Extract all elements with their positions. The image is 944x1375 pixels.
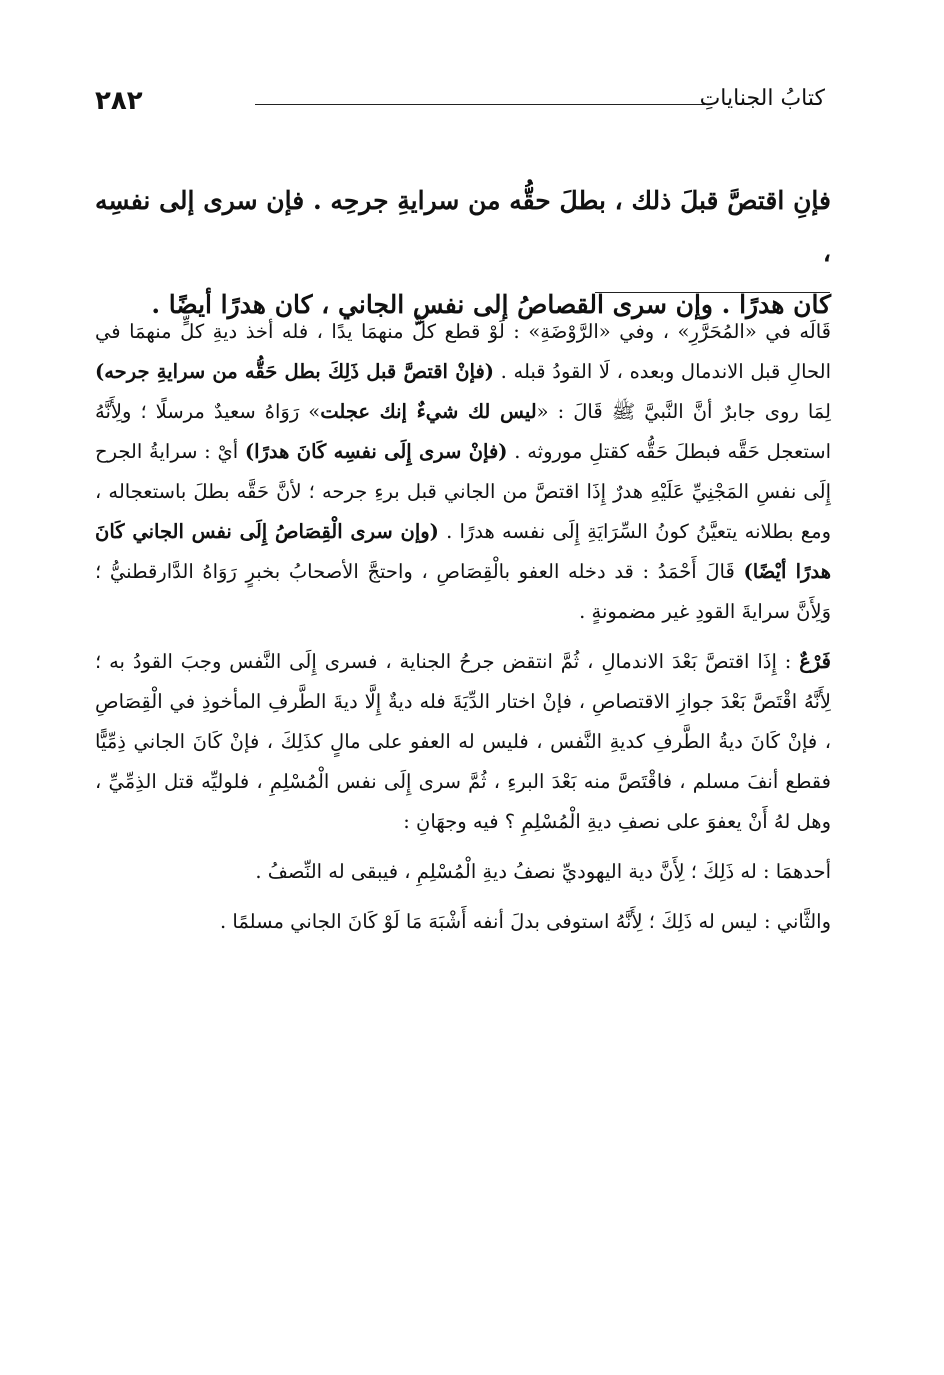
header-rule [255,104,705,105]
bold-segment: (وإن سرى الْقِصَاصُ إِلَى نفس الجاني كَانَ هدرًا أيْضًا) [95,520,831,583]
bold-segment: ليس لك شيءٌ إنك عجلت [320,400,537,423]
commentary-paragraph [95,642,831,842]
main-text [95,175,831,331]
commentary-paragraph [95,312,831,632]
text-segment: » رَوَاهُ سعيدٌ مرسلًا ؛ ولِأَنَّهُ استعجل حَقَّه فبطلَ حَقُّه كقتلِ موروثه . [95,400,831,463]
main-text-line: كان هدرًا . وإن سرى القصاصُ إلى نفسِ الجاني ، كان هدرًا أيضًا . [151,290,831,319]
main-text-line: فإنِ اقتصَّ قبلَ ذلك ، بطلَ حقُّه من سرايةِ جرحِه . فإن سرى إلى نفسِه ، [95,186,831,267]
text-segment: قَالَه في «المُحَرَّرِ» ، وفي «الرَّوْضَةِ» : لَوْ قطع كلٌّ منهمَا يدًا ، فله أخذ ديةِ كلٍّ منهمَا في الحالِ قبل الاندمال وبعده ، لَا القودُ قبله . [95,320,831,383]
commentary [95,312,831,952]
text-segment: أيْ : سرايةُ الجرح إِلَى نفسِ المَجْنِيِّ عَلَيْهِ هدرٌ إِذَا اقتصَّ من الجاني قبل برءِ جرحه ؛ لأنَّ حَقَّه بطلَ باستعجاله ، ومع بطلانه يتعيَّنُ كونُ السِّرَايَةِ إِلَى نفسه هدرًا . [95,440,831,543]
bold-segment: (فإنْ اقتصَّ قبل ذَلِكَ بطل حَقُّه من سرايةِ جرحه) [95,360,495,383]
page-number: ٢٨٢ [95,86,143,116]
book-title: كتابُ الجناياتِ [699,86,825,111]
text-segment: قَالَ أَحْمَدُ : قد دخله العفو بالْقِصَاصِ ، واحتجَّ الأصحابُ بخبرٍ رَوَاهُ الدَّارقطنيُّ ؛ وَلِأَنَّ سرايةَ القودِ غير مضمونةٍ . [95,560,831,623]
commentary-paragraph: والثَّاني : ليس له ذَلِكَ ؛ لِأَنَّهُ استوفى بدلَ أنفه أَشْبَهَ مَا لَوْ كَانَ الجاني مسلمًا . [220,910,831,933]
commentary-paragraph: أحدهمَا : له ذَلِكَ ؛ لِأَنَّ دية اليهوديِّ نصفُ ديةِ الْمُسْلِمِ ، فيبقى له النِّصفُ . [255,860,831,883]
bold-segment: فَرْعٌ [799,650,831,673]
text-segment: لِمَا روى جابرٌ أنَّ النَّبيَّ ﷺ قَالَ : « [536,400,831,423]
page-header [95,80,825,120]
footnote-separator [595,292,830,293]
text-segment: : إِذَا اقتصَّ بَعْدَ الاندمالِ ، ثُمَّ انتقض جرحُ الجناية ، فسرى إِلَى النَّفس وجبَ القودُ به ؛ لِأَنَّهُ اقْتَصَّ بَعْدَ جوازِ الاقتصاصِ ، فإنْ اختار الدِّيَةَ فله ديةٌ إِلَّا ديةَ الطَّرفِ المأخوذِ في الْقِصَاصِ ، فإنْ كَانَ ديةُ الطَّرفِ كديةِ النَّفس ، فليس له العفو على مالٍ كذَلِكَ ، فإنْ كَانَ الجاني ذِمِّيًّا فقطع أنفَ مسلم ، فاقْتَصَّ منه بَعْدَ البرءِ ، ثُمَّ سرى إِلَى نفس الْمُسْلِمِ ، فلوليِّه قتل الذِمِّيِّ ، وهل لهُ أَنْ يعفوَ على نصفِ ديةِ الْمُسْلِمِ ؟ فيه وجهَانِ : [95,650,831,833]
bold-segment: (فإنْ سرى إِلَى نفسِه كَانَ هدرًا) [244,440,508,463]
